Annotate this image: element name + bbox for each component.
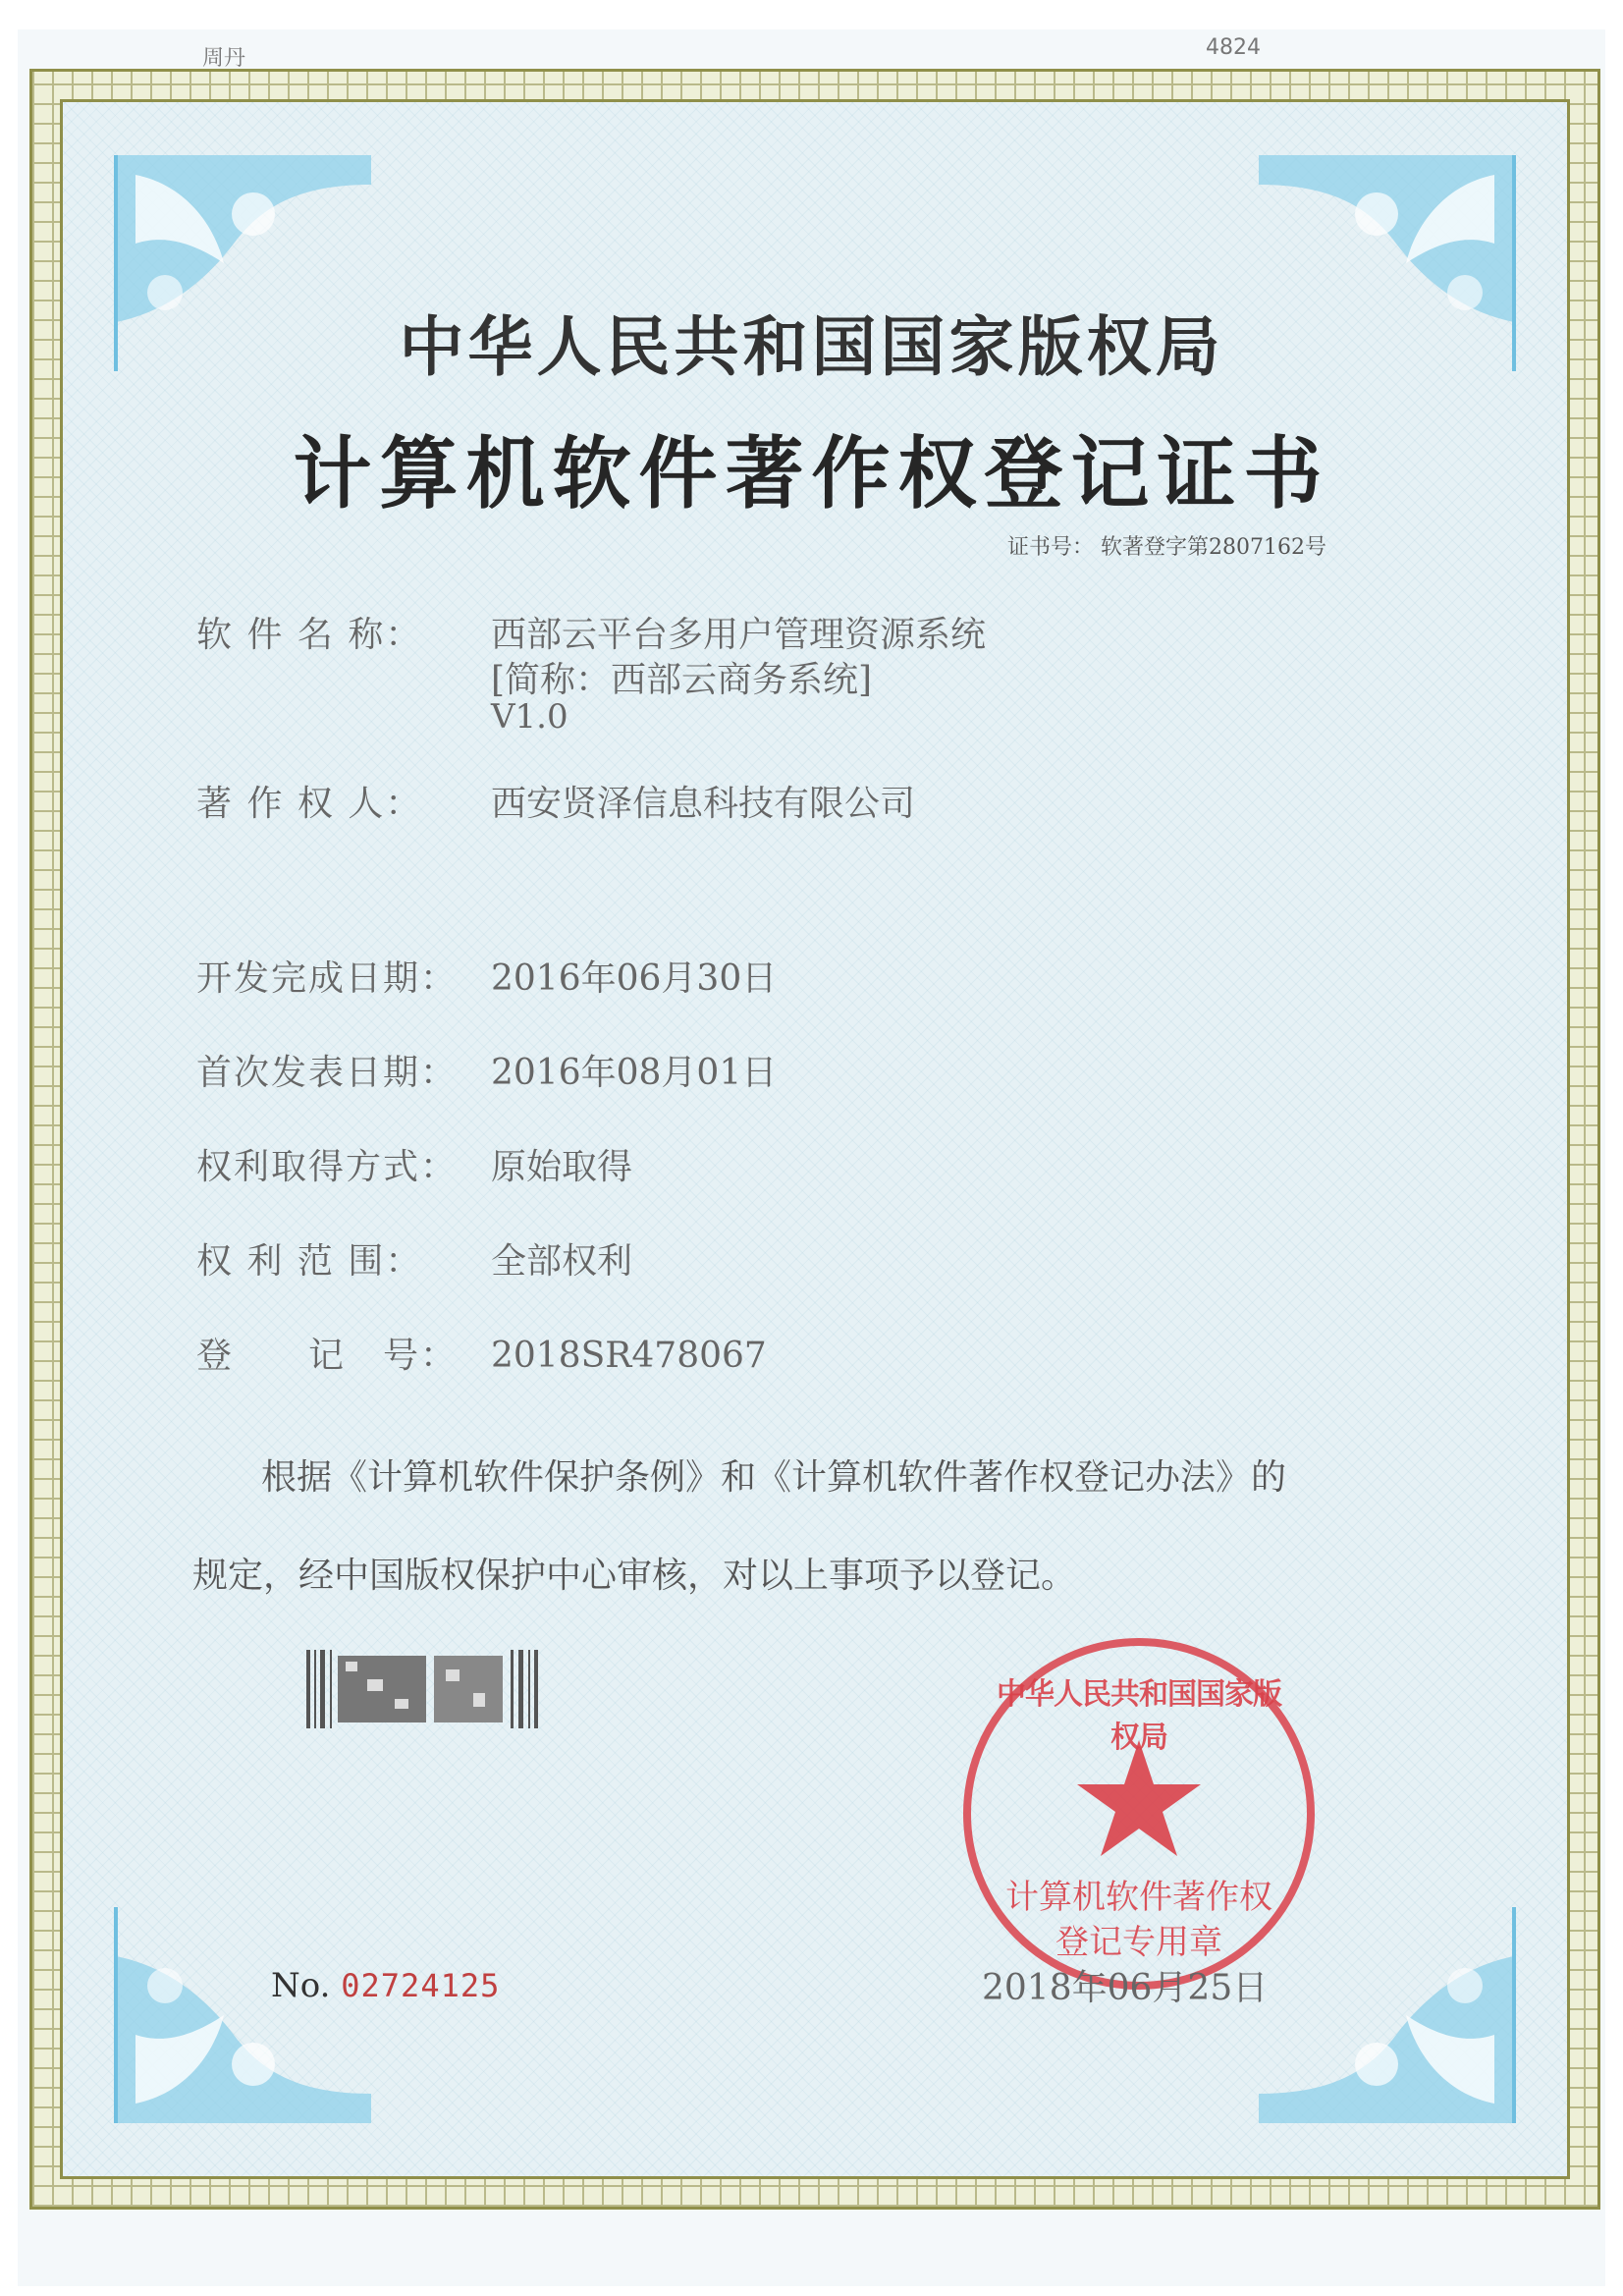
body-text-line-1: 根据《计算机软件保护条例》和《计算机软件著作权登记办法》的	[261, 1457, 1287, 1498]
field-acquisition	[196, 1139, 632, 1189]
field-value: 原始取得	[491, 1147, 633, 1187]
field-value: 西部云平台多用户管理资源系统	[491, 615, 987, 655]
certificate-title: 计算机软件著作权登记证书	[293, 427, 1330, 519]
field-value: 2016年06月30日	[491, 958, 778, 999]
barcode	[306, 1650, 540, 1728]
field-label: 开发完成日期：	[196, 958, 459, 999]
body-text-line-2: 规定，经中国版权保护中心审核，对以上事项予以登记。	[192, 1556, 1077, 1596]
seal-outer-text: 中华人民共和国国家版权局	[997, 1677, 1281, 1755]
field-label: 登 记 号：	[196, 1336, 459, 1376]
field-value: 西安贤泽信息科技有限公司	[491, 784, 916, 824]
field-value: 2018SR478067	[491, 1336, 767, 1376]
software-version: V1.0	[491, 697, 568, 737]
field-owner	[196, 776, 915, 826]
certificate-number	[1007, 530, 1326, 561]
serial-prefix: No.	[271, 1966, 331, 2005]
handwritten-note-left: 周丹	[202, 46, 246, 71]
field-first-published	[196, 1045, 777, 1095]
corner-ornament-bottom-left	[106, 1897, 381, 2133]
certificate-number-value: 软著登字第2807162号	[1101, 535, 1326, 560]
serial-number	[271, 1966, 500, 2005]
field-label: 权 利 范 围：	[196, 1241, 423, 1282]
field-software-name	[196, 607, 986, 657]
field-label: 首次发表日期：	[196, 1053, 459, 1093]
field-label: 著 作 权 人：	[196, 784, 423, 824]
software-short-name: [简称：西部云商务系统]	[491, 660, 873, 700]
serial-value: 02724125	[341, 1967, 501, 2004]
certificate-number-label: 证书号：	[1007, 535, 1095, 560]
issuing-authority: 中华人民共和国国家版权局	[399, 308, 1224, 385]
handwritten-note-right: 4824	[1206, 35, 1261, 60]
issue-date: 2018年06月25日	[982, 1968, 1269, 2008]
seal-inner-line-2: 登记专用章	[1055, 1923, 1222, 1962]
field-label: 软 件 名 称：	[196, 615, 423, 655]
field-scope	[196, 1233, 632, 1284]
seal-inner-line-1: 计算机软件著作权	[1005, 1878, 1272, 1917]
field-dev-completed	[196, 951, 777, 1001]
field-value: 全部权利	[491, 1241, 633, 1282]
field-registration-number	[196, 1328, 767, 1378]
field-label: 权利取得方式：	[196, 1147, 459, 1187]
field-value: 2016年08月01日	[491, 1053, 778, 1093]
